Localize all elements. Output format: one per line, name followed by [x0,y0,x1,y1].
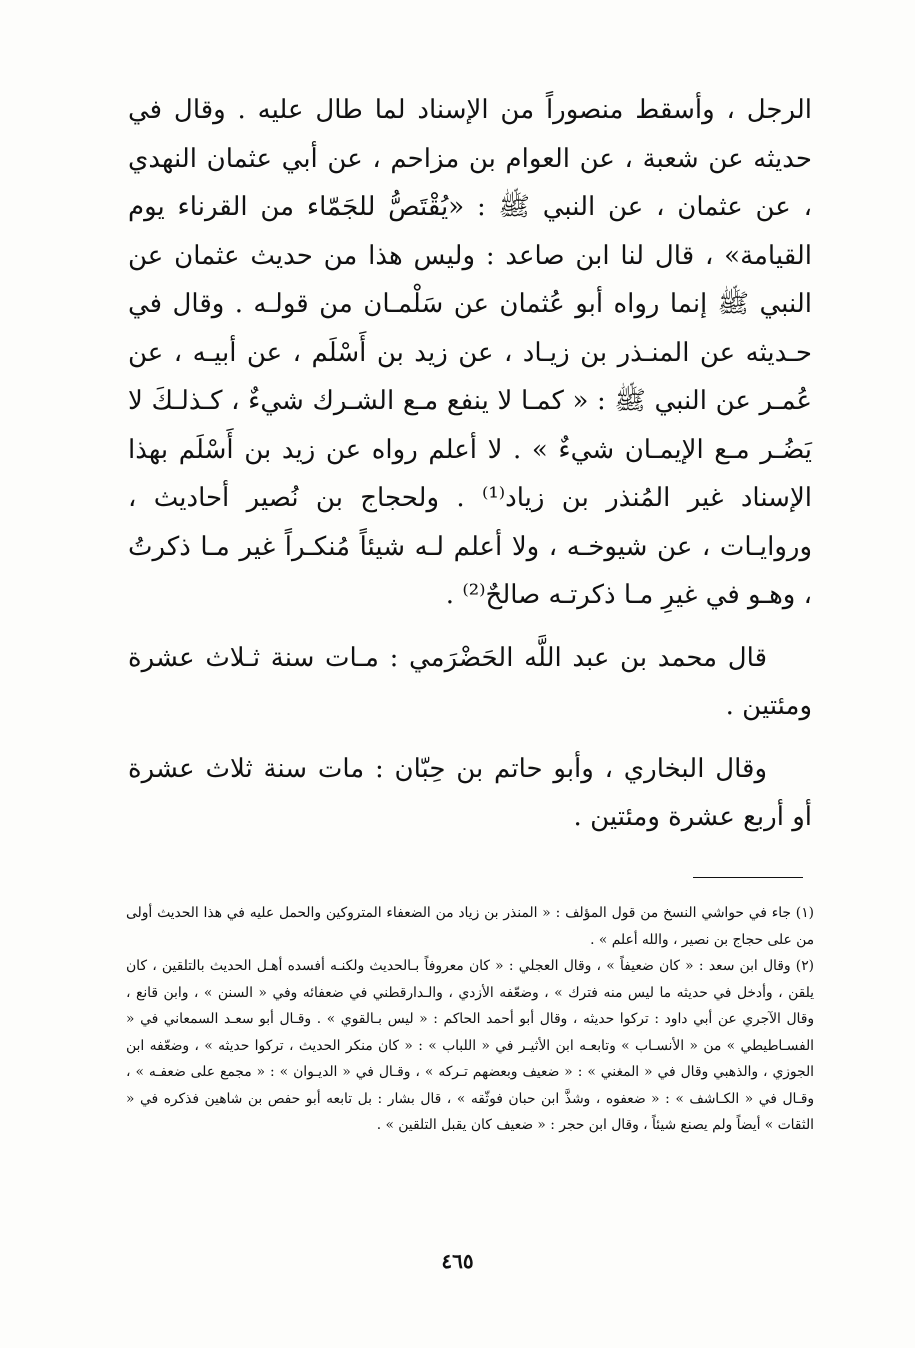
main-text [128,86,812,842]
page-number: ٤٦٥ [441,1249,474,1273]
footnote-2: (٢) وقال ابن سعد : « كان ضعيفاً » ، وقال العجلي : « كان معروفاً بـالحديث ولكنـه أفسده أهـل الحديث بالتلقين ، كان يلقن ، وأدخل في حديثه ما ليس منه فترك » ، وضعّفه الأزدي ، والـدارقطني في ضعفائه وفي « السنن » ، وابن قانع ، وقال الآجري عن أبي داود : تركوا حديثه ، وقال أبو أحمد الحاكم : « ليس بـالقوي » . وقـال أبو سعـد السمعاني في « الفسـاطيطي » من « الأنسـاب » وتابعـه ابن الأثيـر في « اللباب » : « كان منكر الحديث ، تركوا حديثه » ، وضعّفه ابن الجوزي ، والذهبي وقال في « المغني » : « ضعيف وبعضهم تـركه » ، وقـال في « الديـوان » : « مجمع على ضعفـه » ، وقـال في « الكـاشف » : « ضعفوه ، وشذَّ ابن حبان فوثّقه » ، قال بشار : بل تابعه أبو حفص بن شاهين فذكره في « الثقات » أيضاً ولم يصنع شيئاً ، وقال ابن حجر : « ضعيف كان يقبل التلقين » . [126,958,814,1133]
paragraph-1: الرجل ، وأسقط منصوراً من الإسناد لما طال عليه . وقال في حديثه عن شعبة ، عن العوام بن مزاحم ، عن أبي عثمان النهدي ، عن عثمان ، عن النبي ﷺ : «يُقْتَصُّ للجَمّاء من القرناء يوم القيامة» ، قال لنا ابن صاعد : وليس هذا من حديث عثمان عن النبي ﷺ إنما رواه أبو عُثمان عن سَلْمـان من قولـه . وقال في حـديثه عن المنـذر بن زيـاد ، عن زيد بن أَسْلَم ، عن أبيـه ، عن عُمـر عن النبي ﷺ : « كمـا لا ينفع مـع الشـرك شيءٌ ، كـذلـكَ لا يَضُـر مـع الإيمـان شيءٌ » . لا أعلم رواه عن زيد بن أَسْلَم بهذا الإسناد غير المُنذر بن زياد⁽¹⁾ . ولحجاج بن نُصير أحاديث ، وروايـات ، عن شيوخـه ، ولا أعلم لـه شيئاً مُنكـراً غير مـا ذكرتُ ، وهـو في غيرِ مـا ذكرتـه صالحٌ⁽²⁾ . [128,95,812,610]
paragraph-3: وقال البخاري ، وأبو حاتم بن حِبّان : مات سنة ثلاث عشرة أو أربع عشرة ومئتين . [128,753,812,832]
footnotes [126,900,814,1139]
footnote-separator [693,877,803,878]
paragraph-2: قال محمد بن عبد اللَّه الحَضْرَمي : مـات سنة ثـلاث عشرة ومئتين . [128,642,812,721]
footnote-1: (١) جاء في حواشي النسخ من قول المؤلف : « المنذر بن زياد من الضعفاء المتروكين والحمل عليه في هذا الحديث أولى من على حجاج بن نصير ، والله أعلم » . [126,905,814,948]
